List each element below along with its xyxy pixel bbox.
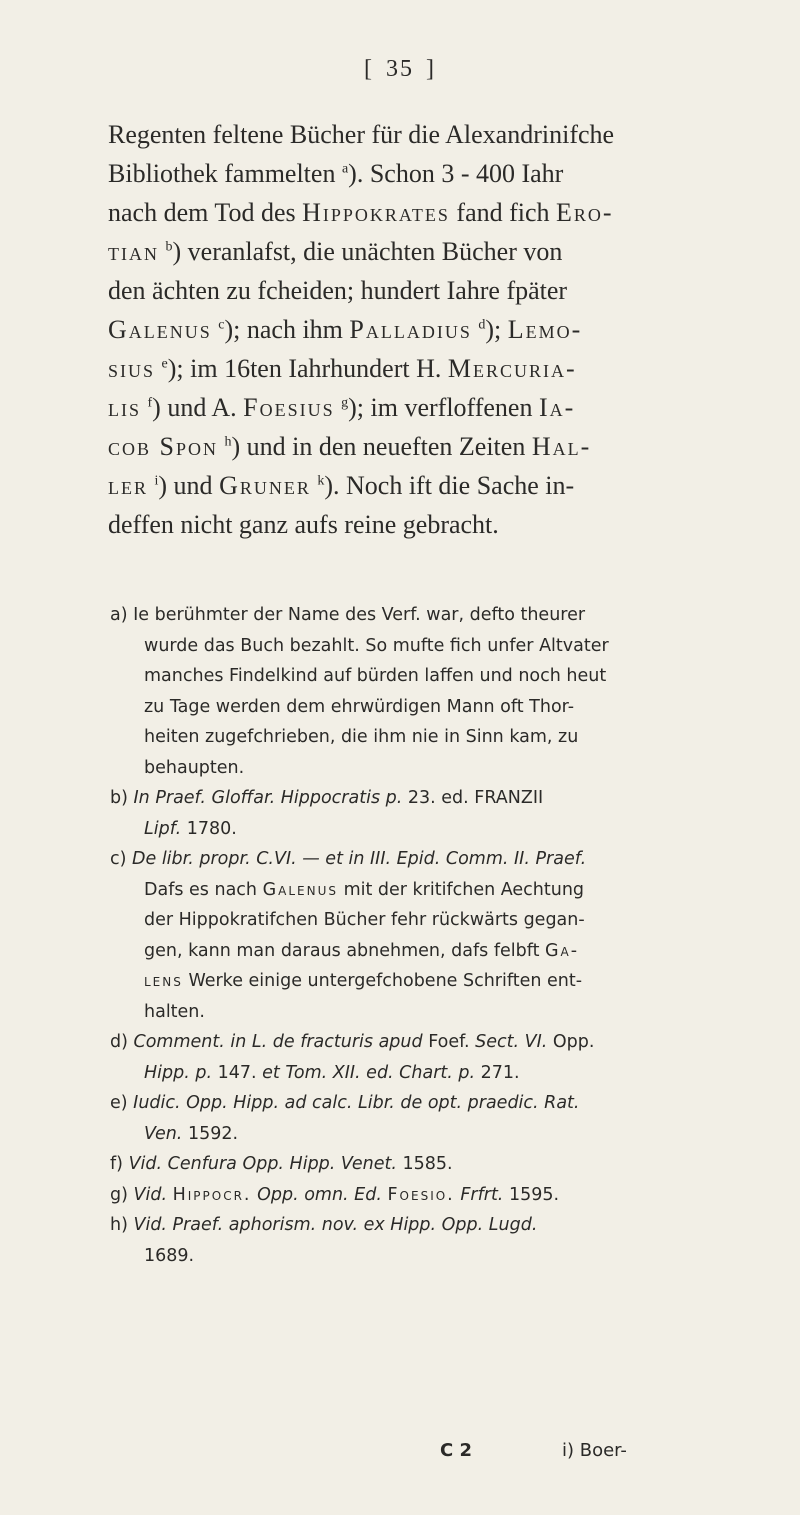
text-run: g)	[110, 1184, 134, 1205]
footnote-line	[110, 1180, 720, 1211]
text-run: der Hippokratifchen Bücher fehr rückwärts gegan-	[144, 910, 585, 930]
text-run: heiten zugefchrieben, die ihm nie in Sinn kam, zu	[144, 727, 579, 747]
footnote-line	[110, 631, 720, 662]
text-run: Vid.	[133, 1184, 168, 1205]
text-run: Ga-	[545, 940, 580, 961]
catchword: i) Boer-	[562, 1440, 627, 1461]
text-run: Foesio.	[387, 1184, 455, 1205]
text-line	[108, 115, 718, 154]
text-run: Hippocr.	[172, 1184, 252, 1205]
text-run: ). Schon 3 - 400 Iahr	[348, 159, 564, 188]
footnote-line	[110, 1149, 720, 1180]
text-run: ler	[108, 471, 148, 500]
text-run: Sect. VI.	[475, 1032, 548, 1052]
text-run: Lemo-	[507, 315, 583, 344]
footnote-ref: i	[154, 473, 159, 489]
footnote-line	[110, 661, 720, 692]
text-run: d)	[110, 1032, 134, 1052]
footnote-ref: a	[341, 161, 349, 177]
footnote-line	[110, 692, 720, 723]
text-run: Regenten feltene Bücher für die Alexandrinifche	[108, 120, 615, 149]
footnote-line	[110, 905, 720, 936]
text-run: f)	[110, 1154, 129, 1174]
footnote-ref: k	[317, 473, 325, 489]
text-run: Opp. omn. Ed.	[257, 1184, 382, 1205]
text-run: Werke einige untergefchobene Schriften ent-	[182, 971, 583, 991]
text-run: Ia-	[538, 393, 576, 422]
text-run: h)	[110, 1215, 134, 1235]
footnote-ref: f	[147, 395, 153, 411]
text-run: 1780.	[181, 818, 237, 839]
text-run: );	[485, 315, 508, 344]
text-run: Palladius	[349, 315, 472, 344]
footnote-line	[110, 966, 720, 997]
text-run: ); im 16ten Iahrhundert H.	[167, 354, 448, 383]
text-run: lis	[108, 393, 141, 422]
text-run: cob Spon	[108, 432, 218, 461]
footnote-line	[110, 1027, 720, 1058]
text-run: halten.	[144, 1001, 205, 1022]
text-run: tian	[108, 237, 159, 266]
text-line	[108, 388, 718, 427]
main-text	[108, 115, 718, 544]
text-run: 1689.	[144, 1245, 195, 1266]
text-run: Galenus	[108, 315, 212, 344]
text-run: In Praef. Gloffar. Hippocratis p.	[133, 788, 403, 808]
text-run: sius	[108, 354, 156, 383]
footnotes	[110, 600, 720, 1271]
text-run: 271.	[475, 1062, 520, 1083]
footnote-ref: b	[165, 239, 173, 255]
text-run: manches Findelkind auf bürden laffen und noch heut	[144, 666, 607, 686]
header-right-bracket: ]	[426, 56, 436, 82]
text-run: Bibliothek fammelten	[108, 159, 342, 188]
text-run: ) veranlafst, die unächten Bücher von	[172, 237, 563, 266]
text-run: Frfrt.	[460, 1184, 504, 1205]
text-run: nach dem Tod des	[108, 198, 303, 227]
footnote-line	[110, 1210, 720, 1241]
text-line	[108, 505, 718, 544]
text-run: a) Ie berühmter der Name des Verf. war, defto theurer	[110, 605, 586, 625]
footnote-line	[110, 783, 720, 814]
text-run: e)	[110, 1093, 134, 1113]
text-run: b)	[110, 788, 134, 808]
text-run: ) und A.	[152, 393, 244, 422]
text-run: deffen nicht ganz aufs reine gebracht.	[108, 510, 499, 539]
footnote-ref: c	[218, 317, 225, 333]
text-line	[108, 427, 718, 466]
text-run: Mercuria-	[447, 354, 577, 383]
text-run: Iudic. Opp. Hipp. ad calc. Libr. de opt. praedic. Rat.	[133, 1093, 580, 1113]
footnote-line	[110, 844, 720, 875]
text-run: den ächten zu fcheiden; hundert Iahre fpäter	[108, 276, 568, 305]
text-line	[108, 154, 718, 193]
text-run: 1595.	[503, 1184, 560, 1205]
footnote-line	[110, 722, 720, 753]
text-run: 23. ed. FRANZII	[402, 788, 544, 808]
text-run: Hal-	[531, 432, 592, 461]
footnote-line	[110, 1241, 720, 1272]
text-run: Comment. in L. de fracturis apud	[133, 1032, 423, 1052]
footnote-line	[110, 600, 720, 631]
page-header	[0, 56, 800, 83]
text-run: Opp.	[547, 1032, 595, 1052]
text-run: Dafs es nach	[144, 879, 263, 900]
text-run: ); nach ihm	[224, 315, 350, 344]
footnote-line	[110, 753, 720, 784]
text-run: fand fich	[449, 198, 557, 227]
text-run: ) und in den neueften Zeiten	[231, 432, 532, 461]
footnote-line	[110, 1088, 720, 1119]
footnote-ref: g	[341, 395, 349, 411]
footnote-line	[110, 875, 720, 906]
text-run: ). Noch ift die Sache in-	[324, 471, 575, 500]
text-run: zu Tage werden dem ehrwürdigen Mann oft Thor-	[144, 696, 575, 717]
text-run: wurde das Buch bezahlt. So mufte fich unfer Altvater	[144, 635, 609, 656]
footnote-line	[110, 997, 720, 1028]
footnote-line	[110, 1119, 720, 1150]
text-run: mit der kritifchen Aechtung	[338, 879, 585, 900]
text-run: Gruner	[219, 471, 311, 500]
text-line	[108, 349, 718, 388]
text-line	[108, 310, 718, 349]
text-run: Ven.	[144, 1123, 183, 1144]
footnote-line	[110, 814, 720, 845]
text-run: Foesius	[243, 393, 335, 422]
page-number: 35	[386, 56, 414, 82]
text-run: Ero-	[556, 198, 614, 227]
footnote-ref: h	[224, 434, 232, 450]
text-line	[108, 232, 718, 271]
text-run: Foef.	[422, 1032, 476, 1052]
text-run: et Tom. XII. ed. Chart. p.	[262, 1062, 476, 1083]
text-run: lens	[144, 971, 183, 991]
text-line	[108, 271, 718, 310]
page-footer	[110, 1440, 710, 1472]
text-run: 147.	[212, 1062, 263, 1083]
text-run: gen, kann man daraus abnehmen, dafs felbft	[144, 940, 545, 961]
text-run: Vid. Praef. aphorism. nov. ex Hipp. Opp. Lugd.	[133, 1215, 538, 1235]
text-run: Hipp. p.	[144, 1062, 213, 1083]
text-run: 1585.	[396, 1154, 453, 1174]
header-left-bracket: [	[364, 56, 374, 82]
text-run: c)	[110, 849, 133, 869]
text-run: De libr. propr. C.VI. — et in III. Epid. Comm. II. Praef.	[132, 849, 587, 869]
text-run: ) und	[158, 471, 220, 500]
footnote-line	[110, 1058, 720, 1089]
footnote-ref: d	[478, 317, 486, 333]
text-line	[108, 466, 718, 505]
footnote-line	[110, 936, 720, 967]
text-run: ); im verfloffenen	[348, 393, 539, 422]
text-run: Lipf.	[144, 818, 182, 839]
text-line	[108, 193, 718, 232]
text-run: 1592.	[182, 1123, 239, 1144]
text-run: Hippokrates	[302, 198, 450, 227]
footnote-ref: e	[161, 356, 168, 372]
signature-mark: C 2	[440, 1440, 473, 1461]
text-run: Vid. Cenfura Opp. Hipp. Venet.	[128, 1154, 397, 1174]
text-run: Galenus	[262, 879, 338, 900]
text-run: behaupten.	[144, 757, 245, 778]
